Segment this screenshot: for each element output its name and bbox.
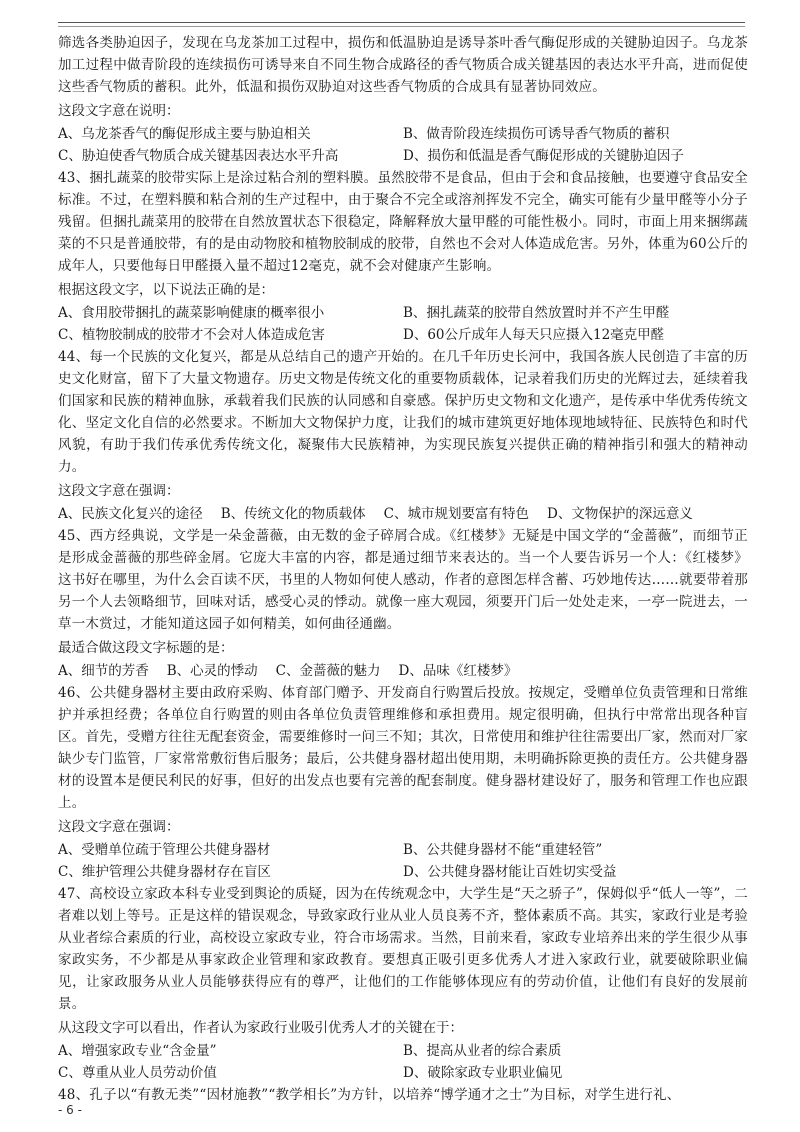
q44-stem: 这段文字意在强调： — [58, 483, 180, 499]
q46-option-b: B、公共健身器材不能“重建轻管” — [403, 842, 603, 858]
page-content — [58, 32, 748, 1106]
header-rule — [58, 22, 745, 23]
q45-option-a: A、细节的芳香 — [58, 663, 149, 679]
q45-option-c: C、金蔷薇的魅力 — [275, 663, 381, 679]
q44-passage: 44、每一个民族的文化复兴，都是从总结自己的遗产开始的。在几千年历史长河中，我国各族人民创造了丰富的历史文化财富，留下了大量文物遗存。历史文物是传统文化的重要物质载体，记录着我们历史的光辉过去，延续着我们国家和民族的精神血脉，承载着我们民族的认同感和自豪感。保护历史文物和文化遗产，是传承中华优秀传统文化、坚定文化自信的必然要求。不断加大文物保护力度，让我们的城市建筑更好地体现地域特征、民族特色和时代风貌，有助于我们传承优秀传统文化，凝聚伟大民族精神，为实现民族复兴提供正确的精神指引和强大的精神动力。 — [58, 349, 748, 475]
q47-stem: 从这段文字可以看出，作者认为家政行业吸引优秀人才的关键在于： — [58, 1020, 463, 1036]
q43-stem: 根据这段文字，以下说法正确的是： — [58, 282, 274, 298]
intro-passage: 筛选各类胁迫因子，发现在乌龙茶加工过程中，损伤和低温胁迫是诱导茶叶香气酶促形成的关键胁迫因子。乌龙茶加工过程中做青阶段的连续损伤可诱导来自不同生物合成路径的香气物质合成关键基因的表达水平升高，进而促使这些香气物质的蓄积。此外，低温和损伤双胁迫对这些香气物质的合成具有显著协同效应。 — [58, 35, 748, 95]
page-number: - 6 - — [58, 1103, 82, 1117]
intro-options — [58, 123, 748, 167]
q44-option-d: D、文物保护的深远意义 — [547, 506, 693, 522]
intro-option-d: D、损伤和低温是香气酶促形成的关键胁迫因子 — [403, 148, 684, 164]
q46-options — [58, 839, 748, 883]
q47-option-c: C、尊重从业人员劳动价值 — [58, 1065, 217, 1081]
q46-option-c: C、维护管理公共健身器材存在盲区 — [58, 864, 271, 880]
q44-option-b: B、传统文化的物质载体 — [220, 506, 366, 522]
q44-options — [58, 503, 748, 525]
q45-stem: 最适合做这段文字标题的是： — [58, 640, 234, 656]
q45-option-b: B、心灵的悸动 — [166, 663, 258, 679]
q47-option-a: A、增强家政专业“含金量” — [58, 1043, 217, 1059]
q44-option-c: C、城市规划要富有特色 — [383, 506, 530, 522]
intro-option-b: B、做青阶段连续损伤可诱导香气物质的蓄积 — [403, 126, 670, 142]
q47-option-b: B、提高从业者的综合素质 — [403, 1043, 562, 1059]
header-rule-secondary — [58, 26, 745, 27]
intro-option-c: C、胁迫使香气物质合成关键基因表达水平升高 — [58, 148, 339, 164]
q43-options — [58, 302, 748, 346]
q46-option-d: D、公共健身器材能让百姓切实受益 — [403, 864, 617, 880]
q46-passage: 46、公共健身器材主要由政府采购、体育部门赠予、开发商自行购置后投放。按规定，受赠单位负责管理和日常维护并承担经费；各单位自行购置的则由各单位负责管理维修和承担费用。规定很明确，但执行中常常出现各种盲区。首先，受赠方往往无配套资金，需要维修时一问三不知；其次，日常使用和维护往往需要出厂家，然而对厂家缺少专门监管，厂家常常敷衍售后服务；最后，公共健身器材超出使用期，未明确拆除更换的责任方。公共健身器材的设置本是便民利民的好事，但好的出发点也要有完善的配套制度。健身器材建设好了，服务和管理工作也应跟上。 — [58, 685, 748, 811]
q43-option-b: B、捆扎蔬菜的胶带自然放置时并不产生甲醛 — [403, 305, 670, 321]
q45-options — [58, 660, 748, 682]
q47-options — [58, 1040, 748, 1084]
intro-option-a: A、乌龙茶香气的酶促形成主要与胁迫相关 — [58, 126, 311, 142]
q46-stem: 这段文字意在强调： — [58, 819, 180, 835]
q43-option-c: C、植物胶制成的胶带才不会对人体造成危害 — [58, 327, 325, 343]
q46-option-a: A、受赠单位疏于管理公共健身器材 — [58, 842, 271, 858]
q48-passage: 48、孔子以“有教无类”“因材施教”“教学相长”为方针，以培养“博学通才之士”为目标，对学生进行礼、 — [58, 1087, 681, 1103]
q47-option-d: D、破除家政专业职业偏见 — [403, 1065, 563, 1081]
q47-passage: 47、高校设立家政本科专业受到舆论的质疑，因为在传统观念中，大学生是“天之骄子”，保姆似乎“低人一等”，二者难以划上等号。正是这样的错误观念，导致家政行业从业人员良莠不齐，整体素质不高。其实，家政行业是考验从业者综合素质的行业，高校设立家政专业，符合市场需求。当然，目前来看，家政专业培养出来的学生很少从事家政实务，不少都是从事家政企业管理和家政教育。要想真正吸引更多优秀人才进入家政行业，就要破除职业偏见，让家政服务从业人员能够获得应有的尊严，让他们的工作能够体现应有的劳动价值，让他们有良好的发展前景。 — [58, 886, 748, 1012]
q45-option-d: D、品味《红楼梦》 — [398, 663, 518, 679]
q45-passage: 45、西方经典说，文学是一朵金蔷薇，由无数的金子碎屑合成。《红楼梦》无疑是中国文学的“金蔷薇”，而细节正是形成金蔷薇的那些碎金屑。它庞大丰富的内容，都是通过细节来表达的。当一个人要告诉另一个人：《红楼梦》这书好在哪里，为什么会百读不厌，书里的人物如何使人感动，作者的意图怎样含蓄、巧妙地传达……就要带着那另一个人去领略细节，回味对话，感受心灵的悸动。就像一座大观园，须要开门后一处处走来，一亭一院进去，一草一木赏过，才能知道这园子如何精美，如何曲径通幽。 — [58, 528, 748, 632]
q44-option-a: A、民族文化复兴的途径 — [58, 506, 203, 522]
intro-stem: 这段文字意在说明： — [58, 103, 180, 119]
q43-option-a: A、食用胶带捆扎的蔬菜影响健康的概率很小 — [58, 305, 325, 321]
q43-option-d: D、60公斤成年人每天只应摄入12毫克甲醛 — [403, 327, 665, 343]
q43-passage: 43、捆扎蔬菜的胶带实际上是涂过粘合剂的塑料膜。虽然胶带不是食品，但由于会和食品接触，也要遵守食品安全标准。不过，在塑料膜和粘合剂的生产过程中，由于聚合不完全或溶剂挥发不完全，确实可能有少量甲醛等小分子残留。但捆扎蔬菜用的胶带在自然放置状态下很稳定，降解释放大量甲醛的可能性极小。同时，市面上用来捆绑蔬菜的不只是普通胶带，有的是由动物胶和植物胶制成的胶带，自然也不会对人体造成危害。另外，体重为60公斤的成年人，只要他每日甲醛摄入量不超过12毫克，就不会对健康产生影响。 — [58, 170, 748, 274]
